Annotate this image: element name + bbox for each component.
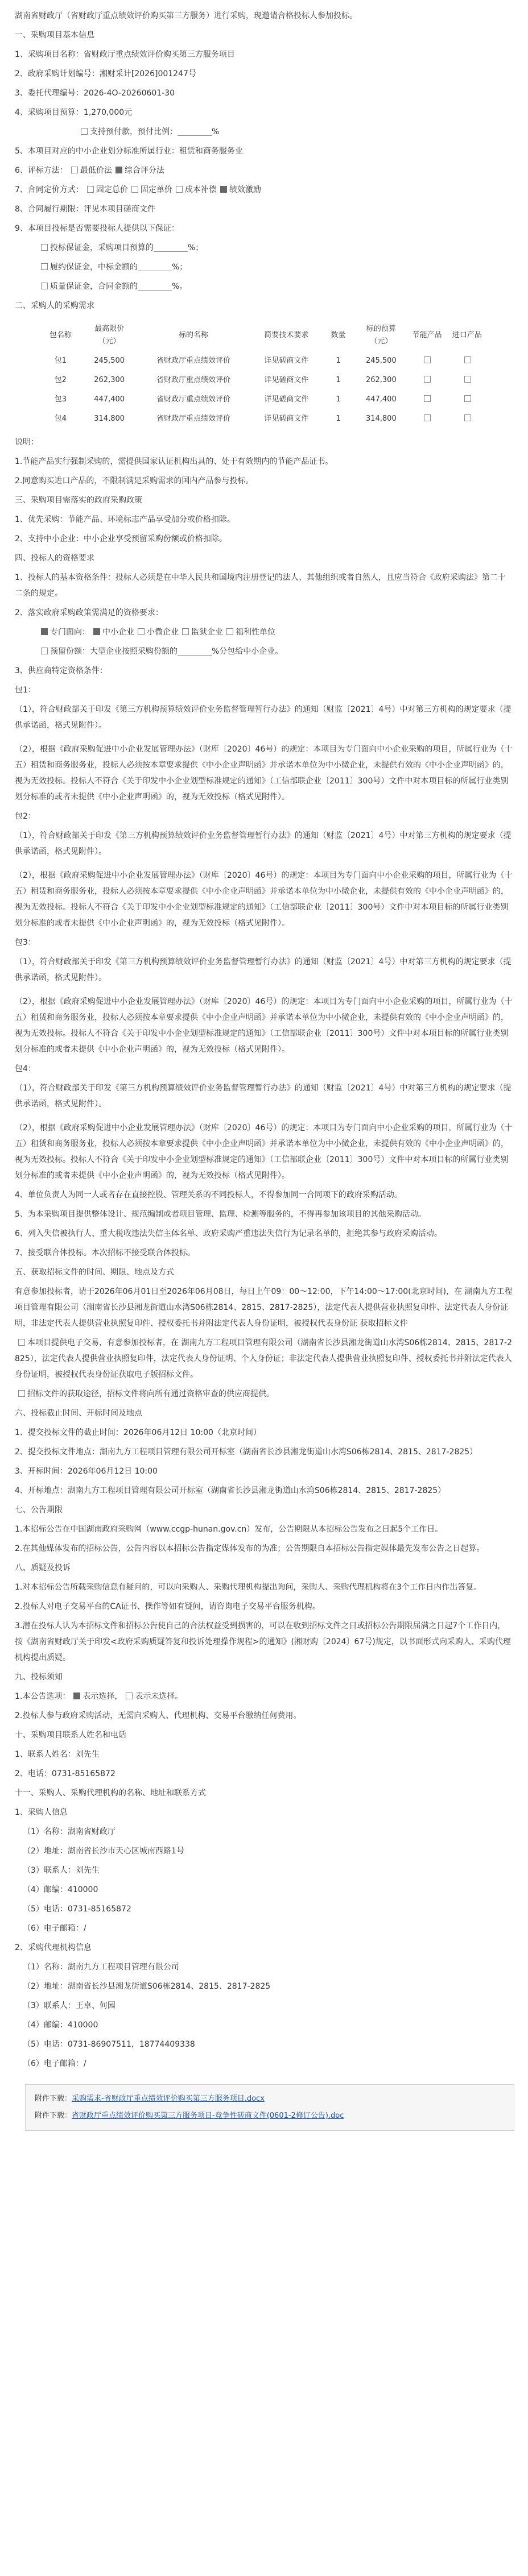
reserved-checkbox — [41, 648, 48, 654]
section-3-title: 三、采购项目需落实的政府采购政策 — [15, 496, 142, 505]
qual-6: 6、列入失信被执行人、重大税收违法失信主体名单、政府采购严重违法失信行为记录名单的，拒绝其参与政府采购活动。 — [15, 1229, 442, 1238]
contact-phone: 2、电话：0731-85165872 — [15, 1769, 116, 1778]
reserved-line: 预留份额：大型企业按照采购份额的 %分包给中小企业。 — [15, 644, 513, 659]
pricing-method: 7、合同定价方式： 固定总价 固定单价 成本补偿 绩效激励 — [15, 185, 261, 194]
import-checkbox — [464, 376, 471, 383]
agent-heading: 2、采购代理机构信息 — [15, 1943, 92, 1952]
notice-legend: 1.本公告选项： 表示选择， 表示未选择。 — [15, 1692, 183, 1701]
inquiry-3: 3.潜在投标人认为本招标文件和招标公告使自己的合法权益受到损害的，可以在收到招标文件之日或招标公告期限届满之日起7个工作日内，按《湖南省财政厅关于印发<政府采购质疑答复和投诉处理操作规程>的通知》(湘财购〔2024〕67号)规定，以书面形式向采购人、采购代理机构提出质疑。 — [15, 1621, 511, 1662]
qual-7: 7、接受联合体投标。本次招标不接受联合体投标。 — [15, 1248, 195, 1258]
inquiry-1: 1.对本招标公告所载采购信息有疑问的，可以向采购人、采购代理机构提出询问，采购人、采购代理机构将在3个工作日内作出答复。 — [15, 1583, 482, 1592]
policy-2: 2、支持中小企业：中小企业享受预留采购份额或价格扣除。 — [15, 534, 227, 544]
pkg2-qual-a: （1），符合财政部关于印发《第三方机构预算绩效评价业务监督管理暂行办法》的通知（财监〔2021〕4号）中对第三方机构的规定要求（提供承诺函，格式见附件）。 — [15, 831, 512, 856]
section-2-title: 二、采购人的采购需求 — [15, 301, 94, 310]
col-energy: 节能产品 — [412, 331, 442, 339]
unselected-checkbox — [126, 1693, 133, 1699]
col-tech: 简要技术要求 — [264, 331, 309, 339]
attachment-row — [35, 2090, 505, 2108]
table-row: 包3 447,400 省财政厅重点绩效评价 详见磋商文件 1 447,400 — [38, 390, 487, 409]
contact-name: 1、联系人姓名：刘先生 — [15, 1750, 100, 1759]
col-import: 进口产品 — [452, 331, 482, 339]
pkg3-qual-a: （1），符合财政部关于印发《第三方机构预算绩效评价业务监督管理暂行办法》的通知（财监〔2021〕4号）中对第三方机构的规定要求（提供承诺函，格式见附件）。 — [15, 957, 512, 982]
review-checkbox — [18, 1390, 25, 1397]
attachment-label: 附件下载： — [35, 2094, 72, 2103]
note-2: 2.同意购买进口产品的，不限制满足采购需求的国内产品参与投标。 — [15, 476, 254, 486]
buyer-email: （6）电子邮箱：/ — [23, 1924, 86, 1933]
dedicated-line: 专门面向： 中小企业 小微企业 监狱企业 福利性单位 — [15, 624, 513, 640]
comprehensive-checkbox — [116, 167, 122, 173]
col-item: 标的名称 — [178, 331, 208, 339]
obtain-doc-3: 招标文件的获取途径，招标文件将向所有通过资格审查的供应商提供。 — [15, 1386, 513, 1402]
pkg1-label: 包1： — [15, 686, 36, 695]
notice-period-2: 2.在其他媒体发布的招标公告，公告内容以本招标公告指定媒体发布的为准；公告期限自本招标公告指定媒体最先发布公告之日起算。 — [15, 1544, 485, 1553]
policy-1: 1、优先采购：节能产品、环境标志产品享受加分或价格扣除。 — [15, 515, 235, 524]
bid-bond-line: 投标保证金，采购项目预算的 %； — [15, 240, 513, 256]
agent-name: （1）名称：湖南九方工程项目管理有限公司 — [23, 1963, 179, 1972]
note-1: 1.节能产品实行强制采购的，需提供国家认证机构出具的、处于有效期内的节能产品证书。 — [15, 457, 333, 466]
energy-checkbox — [424, 356, 431, 363]
prepay-blank — [178, 127, 212, 136]
prison-checkbox — [182, 628, 189, 635]
import-checkbox — [464, 356, 471, 363]
qual-4: 4、单位负责人为同一人或者存在直接控股、管理关系的不同投标人，不得参加同一合同项下的政府采购活动。 — [15, 1190, 402, 1200]
attachment-label: 附件下载： — [35, 2112, 72, 2120]
qual-specific: 3、供应商特定资格条件： — [15, 666, 108, 675]
col-max-price: 最高限价（元） — [94, 325, 125, 346]
section-7-title: 七、公告期限 — [15, 1505, 63, 1515]
open-location: 4、开标地点：湖南九方工程项目管理有限公司开标室（湖南省长沙县湘龙街道山水湾S06栋2814、2815、2817-2825） — [15, 1486, 446, 1495]
pkg1-qual-b: （2），根据《政府采购促进中小企业发展管理办法》（财库〔2020〕46号）的规定：本项目为专门面向中小企业采购的项目，所属行业为（十五）租赁和商务服务业，投标人必须按本章要求提供《中小企业声明函》并承诺本单位为中小微企业，未提供有效的《中小企业声明函》的，视为无效投标。投标人不符合《关于印发中小企业划型标准规定的通知》（工信部联企业〔2011〕300号）文件中对本项目标的所属行业类别划分标准的或者未提供《中小企业声明函》的，视为无效投标（格式见附件）。 — [15, 745, 513, 802]
welfare-checkbox — [226, 628, 233, 635]
selected-checkbox — [73, 1693, 80, 1699]
pkg3-label: 包3： — [15, 938, 36, 947]
buyer-name: （1）名称：湖南省财政厅 — [23, 1827, 116, 1836]
section-5-title: 五、获取招标文件的时间、期限、地点及方式 — [15, 1268, 174, 1277]
eval-method: 6、评标方法： 最低价法 综合评分法 — [15, 166, 164, 175]
section-6-title: 六、投标截止时间、开标时间及地点 — [15, 1409, 142, 1418]
qual-5: 5、为本采购项目提供整体设计、规范编制或者项目管理、监理、检测等服务的，不得再参加该项目的其他采购活动。 — [15, 1210, 426, 1219]
attachment-link-2[interactable]: 省财政厅重点绩效评价购买第三方服务项目-竞争性磋商文件(0601-2修订公告).doc — [72, 2112, 344, 2120]
open-time: 3、开标时间：2026年06月12日 10:00 — [15, 1467, 158, 1476]
project-name: 1、采购项目名称：省财政厅重点绩效评价购买第三方服务项目 — [15, 50, 235, 59]
agent-address: （2）地址：湖南省长沙县湘龙街道S06栋2814、2815、2817-2825 — [23, 1982, 271, 1991]
agent-contact: （3）联系人：王卓、何园 — [23, 2001, 116, 2010]
agent-email: （6）电子邮箱：/ — [23, 2059, 86, 2068]
import-checkbox — [464, 395, 471, 402]
qual-policy: 2、落实政府采购政策需满足的资格要求： — [15, 608, 163, 617]
lowest-price-checkbox — [71, 167, 78, 173]
pkg2-label: 包2： — [15, 812, 36, 821]
buyer-heading: 1、采购人信息 — [15, 1808, 68, 1817]
table-row: 包2 262,300 省财政厅重点绩效评价 详见磋商文件 1 262,300 — [38, 371, 487, 390]
micro-checkbox — [138, 628, 145, 635]
deadline: 1、提交投标文件的截止时间：2026年06月12日 10:00（北京时间） — [15, 1428, 261, 1437]
pkg4-qual-b: （2），根据《政府采购促进中小企业发展管理办法》（财库〔2020〕46号）的规定：本项目为专门面向中小企业采购的项目，所属行业为（十五）租赁和商务服务业，投标人必须按本章要求提供《中小企业声明函》并承诺本单位为中小微企业，未提供有效的《中小企业声明函》的，视为无效投标。投标人不符合《关于印发中小企业划型标准规定的通知》（工信部联企业〔2011〕300号）文件中对本项目标的所属行业类别划分标准的或者未提供《中小企业声明函》的，视为无效投标（格式见附件）。 — [15, 1123, 513, 1180]
col-budget: 标的预算（元） — [366, 325, 396, 346]
intro-paragraph: 湖南省财政厅（省财政厅重点绩效评价购买第三方服务）进行采购，现邀请合格投标人参加投标。 — [15, 11, 357, 20]
requirements-table — [38, 320, 487, 429]
obtain-doc-2: 本项目提供电子交易，有意参加投标者，在 湖南九方工程项目管理有限公司（湖南省长沙县湘龙街道山水湾S06栋2814、2815、2817-2825），法定代表人提供营业执照复印件，法定代表人身份证明、个人身份证；非法定代表人提供营业执照复印件、授权委托书并附法定代表人身份证明，被授权代表身份证获取电子版招标文件。 — [15, 1338, 512, 1379]
quality-bond-checkbox — [41, 283, 48, 289]
section-4-title: 四、投标人的资格要求 — [15, 554, 94, 563]
bid-bond-checkbox — [41, 244, 48, 251]
perf-bond-line: 履约保证金，中标金额的 %； — [15, 259, 513, 275]
section-11-title: 十一、采购人、采购代理机构的名称、地址和联系方式 — [15, 1789, 206, 1798]
notice-period-1: 1.本招标公告在中国湖南政府采购网（www.ccgp-hunan.gov.cn）发布，公告期限从本招标公告发布之日起5个工作日。 — [15, 1525, 443, 1534]
agency-number: 3、委托代理编号：2026-4O-20260601-30 — [15, 89, 175, 98]
section-9-title: 九、投标须知 — [15, 1673, 63, 1682]
electronic-checkbox — [18, 1339, 25, 1346]
submit-location: 2、提交投标文件地点：湖南九方工程项目管理有限公司开标室（湖南省长沙县湘龙街道山水湾S06栋2814、2815、2817-2825） — [15, 1447, 478, 1457]
qual-basic: 1、投标人的基本资格条件：投标人必须是在中华人民共和国境内注册登记的法人、其他组织或者自然人，且应当符合《政府采购法》第二十二条的规定。 — [15, 573, 506, 598]
fixed-total-checkbox — [87, 186, 94, 193]
pkg4-qual-a: （1），符合财政部关于印发《第三方机构预算绩效评价业务监督管理暂行办法》的通知（财监〔2021〕4号）中对第三方机构的规定要求（提供承诺函，格式见附件）。 — [15, 1084, 512, 1109]
energy-checkbox — [424, 395, 431, 402]
agent-phone: （5）电话：0731-86907511，18774409338 — [23, 2040, 195, 2049]
import-checkbox — [464, 414, 471, 421]
performance-checkbox — [220, 186, 227, 193]
col-package: 包名称 — [49, 331, 72, 339]
no-fee: 2.投标人参与政府采购活动，无需向采购人、代理机构、交易平台缴纳任何费用。 — [15, 1711, 302, 1720]
pkg3-qual-b: （2），根据《政府采购促进中小企业发展管理办法》（财库〔2020〕46号）的规定：本项目为专门面向中小企业采购的项目，所属行业为（十五）租赁和商务服务业，投标人必须按本章要求提供《中小企业声明函》并承诺本单位为中小微企业，未提供有效的《中小企业声明函》的，视为无效投标。投标人不符合《关于印发中小企业划型标准规定的通知》（工信部联企业〔2011〕300号）文件中对本项目标的所属行业类别划分标准的或者未提供《中小企业声明函》的，视为无效投标（格式见附件）。 — [15, 997, 513, 1054]
guarantee-question: 9、本项目投标是否需要投标人提供以下保证： — [15, 224, 179, 233]
cost-comp-checkbox — [176, 186, 183, 193]
energy-checkbox — [424, 414, 431, 421]
inquiry-2: 2.投标人对电子交易平台的CA证书、操作等如有疑问，请咨询电子交易平台服务机构。 — [15, 1602, 320, 1611]
attachment-row — [35, 2108, 505, 2125]
section-8-title: 八、质疑及投诉 — [15, 1563, 71, 1573]
buyer-address: （2）地址：湖南省长沙市天心区城南西路1号 — [23, 1847, 184, 1856]
sme-checkbox — [93, 628, 100, 635]
fixed-unit-checkbox — [131, 186, 138, 193]
pkg1-qual-a: （1），符合财政部关于印发《第三方机构预算绩效评价业务监督管理暂行办法》的通知（财监〔2021〕4号）中对第三方机构的规定要求（提供承诺函，格式见附件）。 — [15, 705, 512, 730]
buyer-postcode: （4）邮编：410000 — [23, 1885, 98, 1894]
section-1-title: 一、采购项目基本信息 — [15, 31, 94, 40]
pkg2-qual-b: （2），根据《政府采购促进中小企业发展管理办法》（财库〔2020〕46号）的规定：本项目为专门面向中小企业采购的项目，所属行业为（十五）租赁和商务服务业，投标人必须按本章要求提供《中小企业声明函》并承诺本单位为中小微企业，未提供有效的《中小企业声明函》的，视为无效投标。投标人不符合《关于印发中小企业划型标准规定的通知》（工信部联企业〔2011〕300号）文件中对本项目标的所属行业类别划分标准的或者未提供《中小企业声明函》的，视为无效投标（格式见附件）。 — [15, 871, 513, 928]
section-10-title: 十、采购项目联系人姓名和电话 — [15, 1731, 126, 1740]
buyer-phone: （5）电话：0731-85165872 — [23, 1905, 131, 1914]
contract-period: 8、合同履行期限：评见本项目磋商文件 — [15, 205, 155, 214]
obtain-doc-1: 有意参加投标者，请于2026年06月01日至2026年06月08日，每日上午09：00～12:00，下午14:00～17:00(北京时间)，在 湖南九方工程项目管理有限公司（湖南省长沙县湘龙街道山水湾S06栋2814、2815、2817-2825），法定代表人提供营业执照复印件、法定代表人身份证明，非法定代表人提供营业执照复印件、授权委托书并附法定代表人身份证明，被授权代表身份证 获取招标文件 — [15, 1287, 513, 1328]
buyer-contact: （3）联系人：刘先生 — [23, 1866, 100, 1875]
quality-bond-line: 质量保证金，合同金额的 %。 — [15, 279, 513, 294]
attachments-box — [25, 2084, 514, 2131]
note-title: 说明： — [15, 438, 39, 447]
dedicated-checkbox — [41, 628, 48, 635]
agent-postcode: （4）邮编：410000 — [23, 2021, 98, 2030]
table-header-row — [38, 320, 487, 351]
prepay-line: 支持预付款，预付比例： % — [15, 124, 513, 140]
industry-standard: 5、本项目对应的中小企业划分标准所属行业：租赁和商务服务业 — [15, 147, 243, 156]
plan-number: 2、政府采购计划编号：湘财采计[2026]001247号 — [15, 69, 196, 78]
energy-checkbox — [424, 376, 431, 383]
budget: 4、采购项目预算：1,270,000元 — [15, 108, 133, 117]
table-row: 包1 245,500 省财政厅重点绩效评价 详见磋商文件 1 245,500 — [38, 351, 487, 371]
prepay-checkbox — [81, 128, 88, 135]
pkg4-label: 包4： — [15, 1064, 36, 1073]
perf-bond-checkbox — [41, 263, 48, 270]
table-row: 包4 314,800 省财政厅重点绩效评价 详见磋商文件 1 314,800 — [38, 409, 487, 429]
col-qty: 数量 — [331, 331, 346, 339]
attachment-link-1[interactable]: 采购需求-省财政厅重点绩效评价购买第三方服务项目.docx — [72, 2094, 265, 2103]
